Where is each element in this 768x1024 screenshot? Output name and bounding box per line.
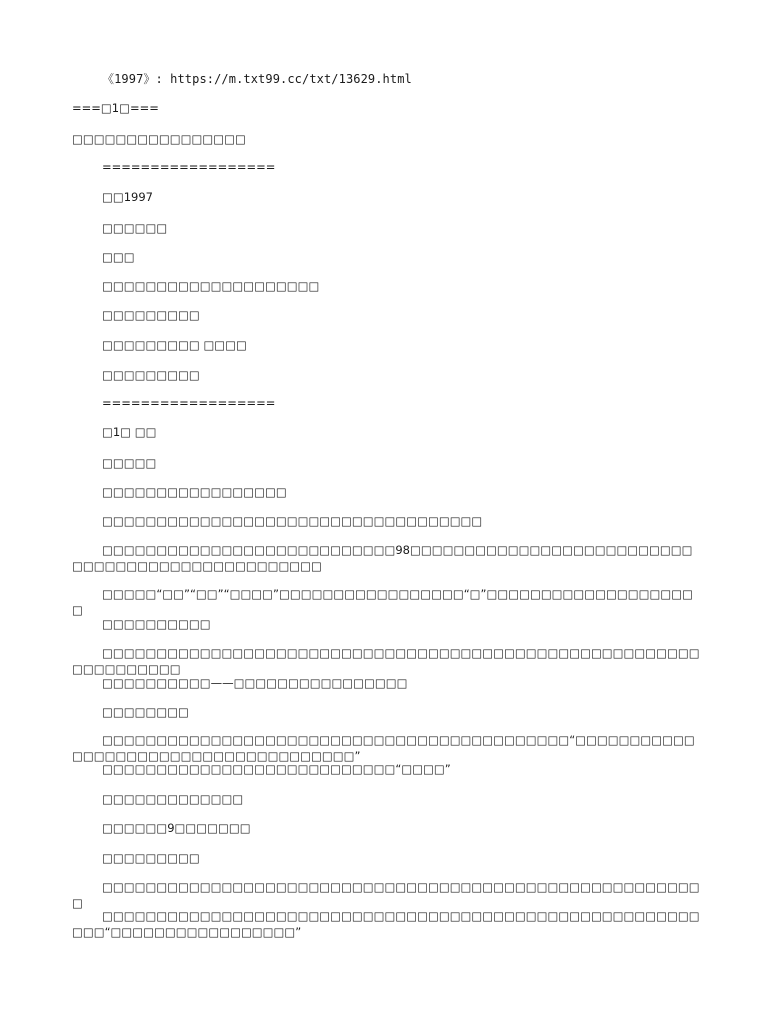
paragraph: □□□□□□□□□□ [102, 617, 211, 631]
text-line: □□□□□□□□□ [102, 368, 200, 382]
separator-line: ================== [102, 160, 276, 174]
paragraph: □□□□□□□□□□□□□□□□□ [102, 485, 287, 499]
paragraph: □□□□□□□□□□□□□□□□□□□□□□□□□□□□□□□□□□□□□□□□□□□□□□□□□□□□□□□□ [72, 880, 700, 910]
text-line: □□□□□□ [102, 221, 168, 235]
text-line: □□□□□□□□□□□□□□□□□□□□ [102, 279, 320, 293]
separator-line: ================== [102, 396, 276, 410]
text-line: □□□□□□□□□ [102, 308, 200, 322]
text-line: □□□□□□□□□ □□□□ [102, 338, 247, 352]
source-link-line: 《1997》: https://m.txt99.cc/txt/13629.html [102, 72, 412, 86]
paragraph: □□□□□□□□□□□□□□□□□□□□□□□□□□□□□□□□□□□□□□□□□□□□□□□□□□□□□□□□□□□□□□□□□ [72, 646, 700, 676]
paragraph: □□□□□□□□□□□□□□□□□□□□□□□□□□□“□□□□” [102, 762, 451, 776]
book-title-line: □□□□□□□□□□□□□□□□ [72, 132, 246, 146]
paragraph: □□□□□□□□ [102, 705, 189, 719]
paragraph: □□□□□□□□□□□□□□□□□□□□□□□□□□□98□□□□□□□□□□□□□□□□□□□□□□□□□□□□□□□□□□□□□□□□□□□□□□□□□ [72, 543, 693, 573]
chapter-marker: ===□1□=== [72, 101, 159, 115]
book-name-line: □□1997 [102, 190, 153, 204]
paragraph: □□□□□□□□□□□□□□□□□□□□□□□□□□□□□□□□□□□□□□□□□□□“□□□□□□□□□□□□□□□□□□□□□□□□□□□□□□□□□□□□□” [72, 733, 695, 763]
paragraph: □□□□□“□□”“□□”“□□□□”□□□□□□□□□□□□□□□□□“□”□□□□□□□□□□□□□□□□□□□□ [72, 587, 693, 617]
paragraph: □□□□□□□□□□——□□□□□□□□□□□□□□□□ [102, 676, 408, 690]
chapter-heading: □1□ □□ [102, 425, 157, 439]
text-line: □□□ [102, 250, 135, 264]
paragraph: □□□□□□□□□□□□□□□□□□□□□□□□□□□□□□□□□□□□□□□□□□□□□□□□□□□□□□□□□□“□□□□□□□□□□□□□□□□□” [72, 909, 700, 939]
paragraph: □□□□□□9□□□□□□□ [102, 821, 251, 835]
paragraph: □□□□□□□□□□□□□ [102, 792, 244, 806]
text-line: □□□□□ [102, 456, 157, 470]
paragraph: □□□□□□□□□□□□□□□□□□□□□□□□□□□□□□□□□□□ [102, 514, 483, 528]
paragraph: □□□□□□□□□ [102, 851, 200, 865]
